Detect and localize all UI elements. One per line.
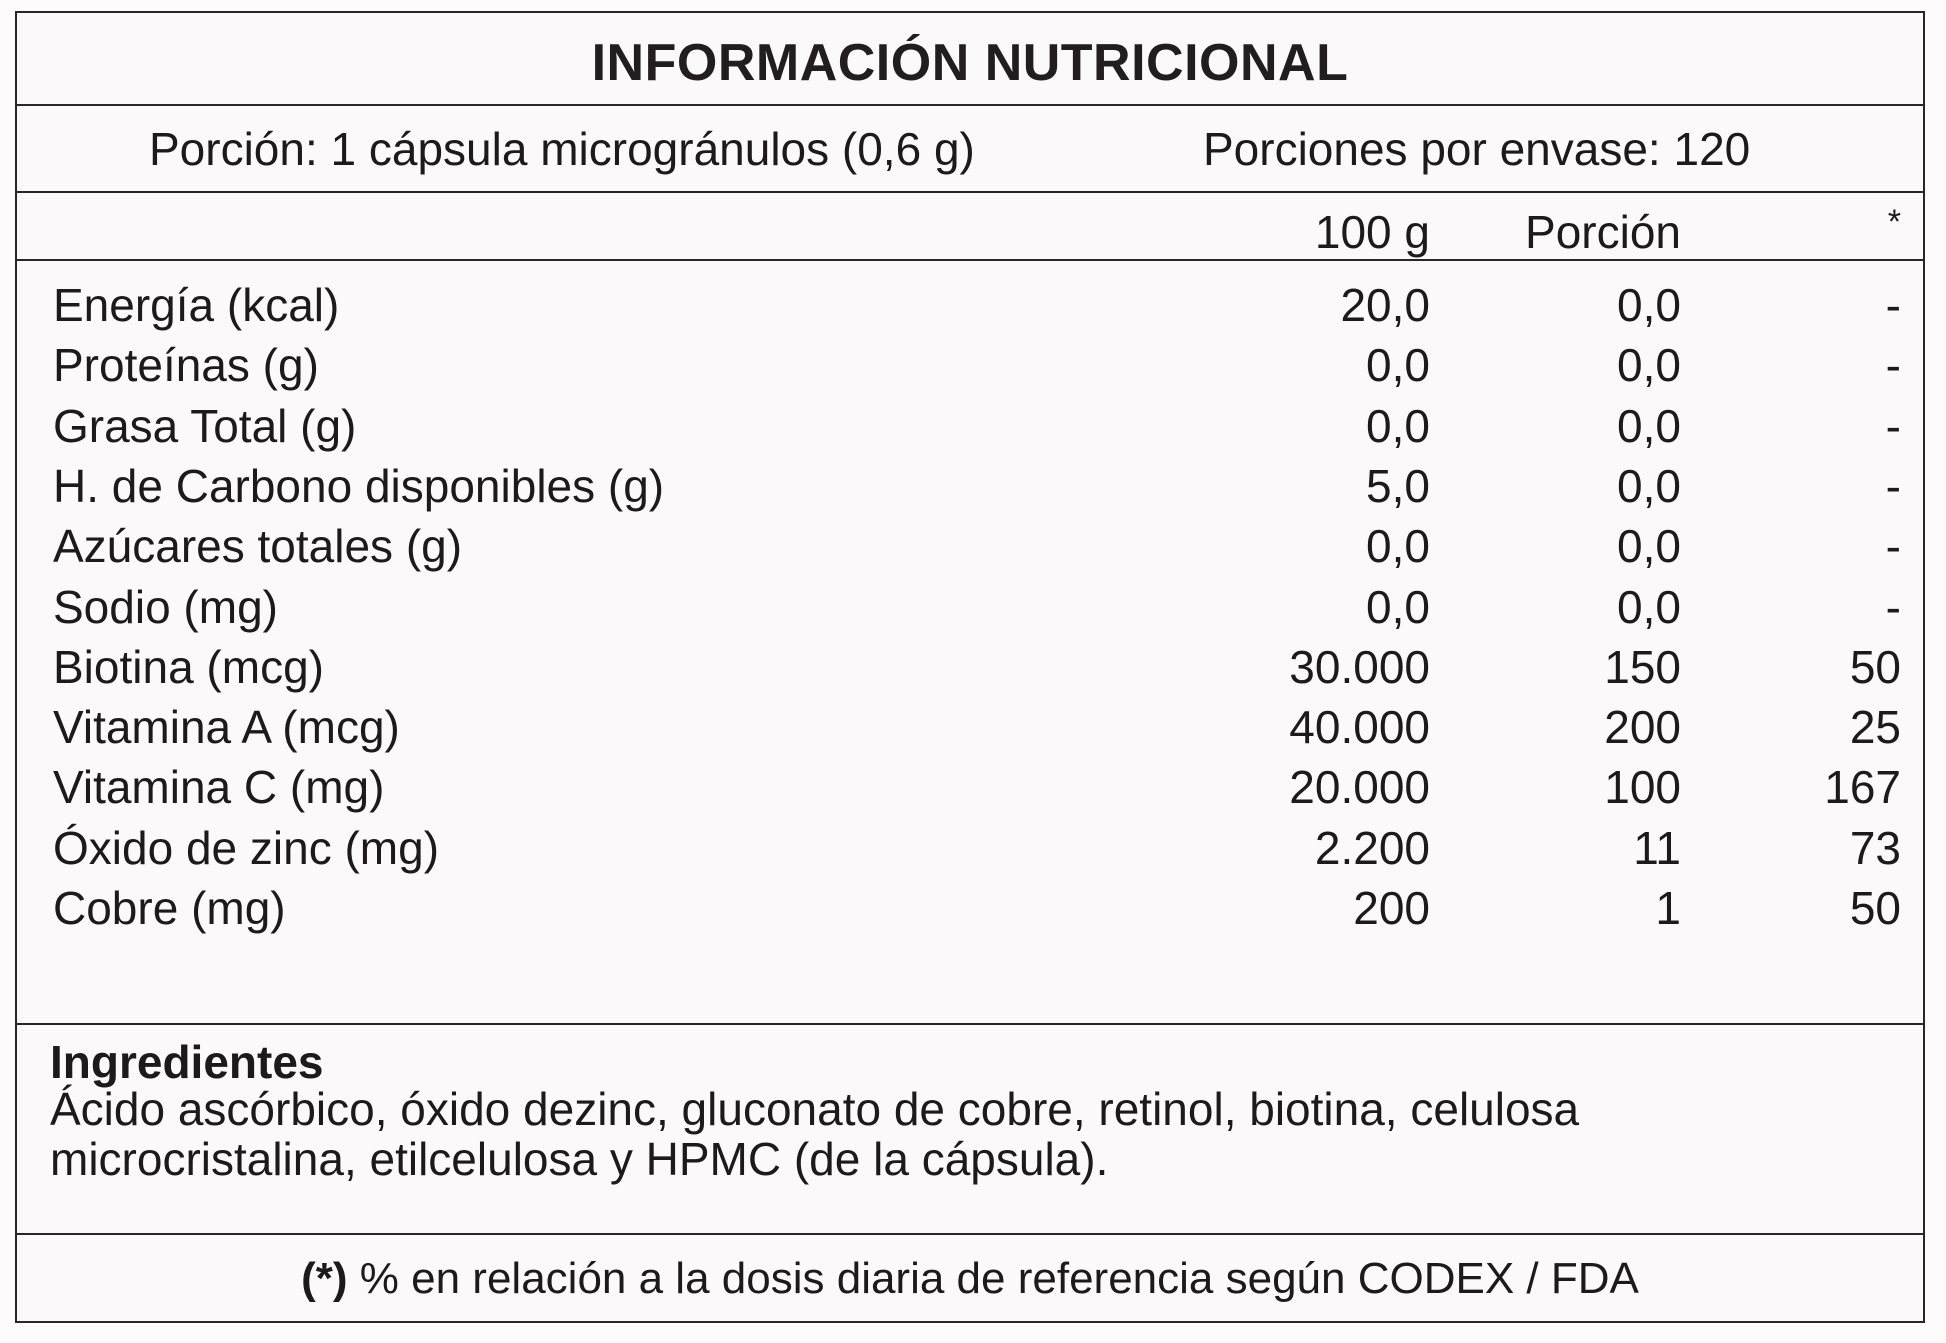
nutrient-name: Cobre (mg) bbox=[53, 882, 286, 934]
value-per-100g: 0,0 bbox=[1366, 339, 1430, 392]
value-percent-daily: - bbox=[1885, 399, 1901, 452]
value-per-portion: 1 bbox=[1655, 882, 1681, 934]
nutrient-name: Vitamina A (mcg) bbox=[53, 701, 400, 754]
value-per-portion: 11 bbox=[1633, 821, 1681, 874]
ingredients-heading: Ingredientes bbox=[50, 1036, 324, 1088]
value-percent-daily: - bbox=[1885, 339, 1901, 392]
nutrition-facts-panel bbox=[15, 11, 1925, 1323]
table-row bbox=[17, 459, 1923, 519]
table-row bbox=[17, 881, 1923, 941]
servings-per-container: Porciones por envase: 120 bbox=[1203, 123, 1751, 175]
divider-ingredients bbox=[17, 1023, 1923, 1025]
footnote bbox=[17, 1254, 1923, 1304]
value-percent-daily: - bbox=[1885, 520, 1901, 573]
table-row bbox=[17, 821, 1923, 881]
value-percent-daily: - bbox=[1885, 279, 1901, 331]
value-per-100g: 0,0 bbox=[1366, 520, 1430, 573]
value-percent-daily: 167 bbox=[1824, 761, 1901, 814]
table-row bbox=[17, 519, 1923, 579]
value-per-100g: 0,0 bbox=[1366, 399, 1430, 452]
nutrient-name: Biotina (mcg) bbox=[53, 640, 324, 693]
value-per-portion: 100 bbox=[1604, 761, 1681, 814]
divider-columns bbox=[17, 259, 1923, 261]
value-per-100g: 20.000 bbox=[1289, 761, 1430, 814]
value-per-portion: 0,0 bbox=[1617, 279, 1681, 331]
value-per-portion: 0,0 bbox=[1617, 459, 1681, 512]
nutrient-name: Azúcares totales (g) bbox=[53, 520, 463, 573]
value-per-100g: 5,0 bbox=[1366, 459, 1430, 512]
value-per-100g: 20,0 bbox=[1340, 279, 1430, 331]
value-per-portion: 150 bbox=[1604, 640, 1681, 693]
nutrient-name: Sodio (mg) bbox=[53, 580, 278, 633]
footnote-text: % en relación a la dosis diaria de referencia según CODEX / FDA bbox=[347, 1254, 1639, 1303]
serving-size: Porción: 1 cápsula microgránulos (0,6 g) bbox=[149, 123, 975, 175]
table-row bbox=[17, 760, 1923, 820]
table-row bbox=[17, 399, 1923, 459]
nutrient-name: Óxido de zinc (mg) bbox=[53, 821, 440, 874]
value-per-portion: 200 bbox=[1604, 701, 1681, 754]
nutrient-name: Grasa Total (g) bbox=[53, 399, 357, 452]
table-row bbox=[17, 700, 1923, 760]
nutrient-name: Proteínas (g) bbox=[53, 339, 319, 392]
value-percent-daily: - bbox=[1885, 580, 1901, 633]
value-per-portion: 0,0 bbox=[1617, 399, 1681, 452]
value-percent-daily: 50 bbox=[1849, 640, 1901, 693]
divider-footnote bbox=[17, 1233, 1923, 1235]
ingredients-text: Ácido ascórbico, óxido dezinc, gluconato de cobre, retinol, biotina, celulosa microcristalina, etilcelulosa y HPMC (de la cápsula). bbox=[50, 1083, 1580, 1185]
value-per-100g: 2.200 bbox=[1314, 821, 1430, 874]
table-row bbox=[17, 338, 1923, 398]
value-per-portion: 0,0 bbox=[1617, 520, 1681, 573]
table-row bbox=[17, 580, 1923, 640]
value-percent-daily: 50 bbox=[1849, 882, 1901, 934]
column-header-100g: 100 g bbox=[1314, 206, 1430, 258]
column-header-portion: Porción bbox=[1525, 206, 1681, 258]
value-per-portion: 0,0 bbox=[1617, 339, 1681, 392]
table-row bbox=[17, 278, 1923, 338]
footnote-mark: (*) bbox=[301, 1254, 348, 1303]
value-per-100g: 30.000 bbox=[1289, 640, 1430, 693]
nutrient-name: Energía (kcal) bbox=[53, 279, 340, 331]
nutrient-name: H. de Carbono disponibles (g) bbox=[53, 459, 665, 512]
value-percent-daily: - bbox=[1885, 459, 1901, 512]
column-header-percent: * bbox=[1887, 203, 1901, 241]
divider-serving bbox=[17, 191, 1923, 193]
value-per-100g: 40.000 bbox=[1289, 701, 1430, 754]
table-row bbox=[17, 640, 1923, 700]
nutrient-name: Vitamina C (mg) bbox=[53, 761, 385, 814]
value-per-portion: 0,0 bbox=[1617, 580, 1681, 633]
divider-title bbox=[17, 104, 1923, 106]
value-percent-daily: 73 bbox=[1849, 821, 1901, 874]
value-percent-daily: 25 bbox=[1849, 701, 1901, 754]
value-per-100g: 0,0 bbox=[1366, 580, 1430, 633]
nutrition-title: INFORMACIÓN NUTRICIONAL bbox=[591, 34, 1349, 92]
value-per-100g: 200 bbox=[1353, 882, 1430, 934]
